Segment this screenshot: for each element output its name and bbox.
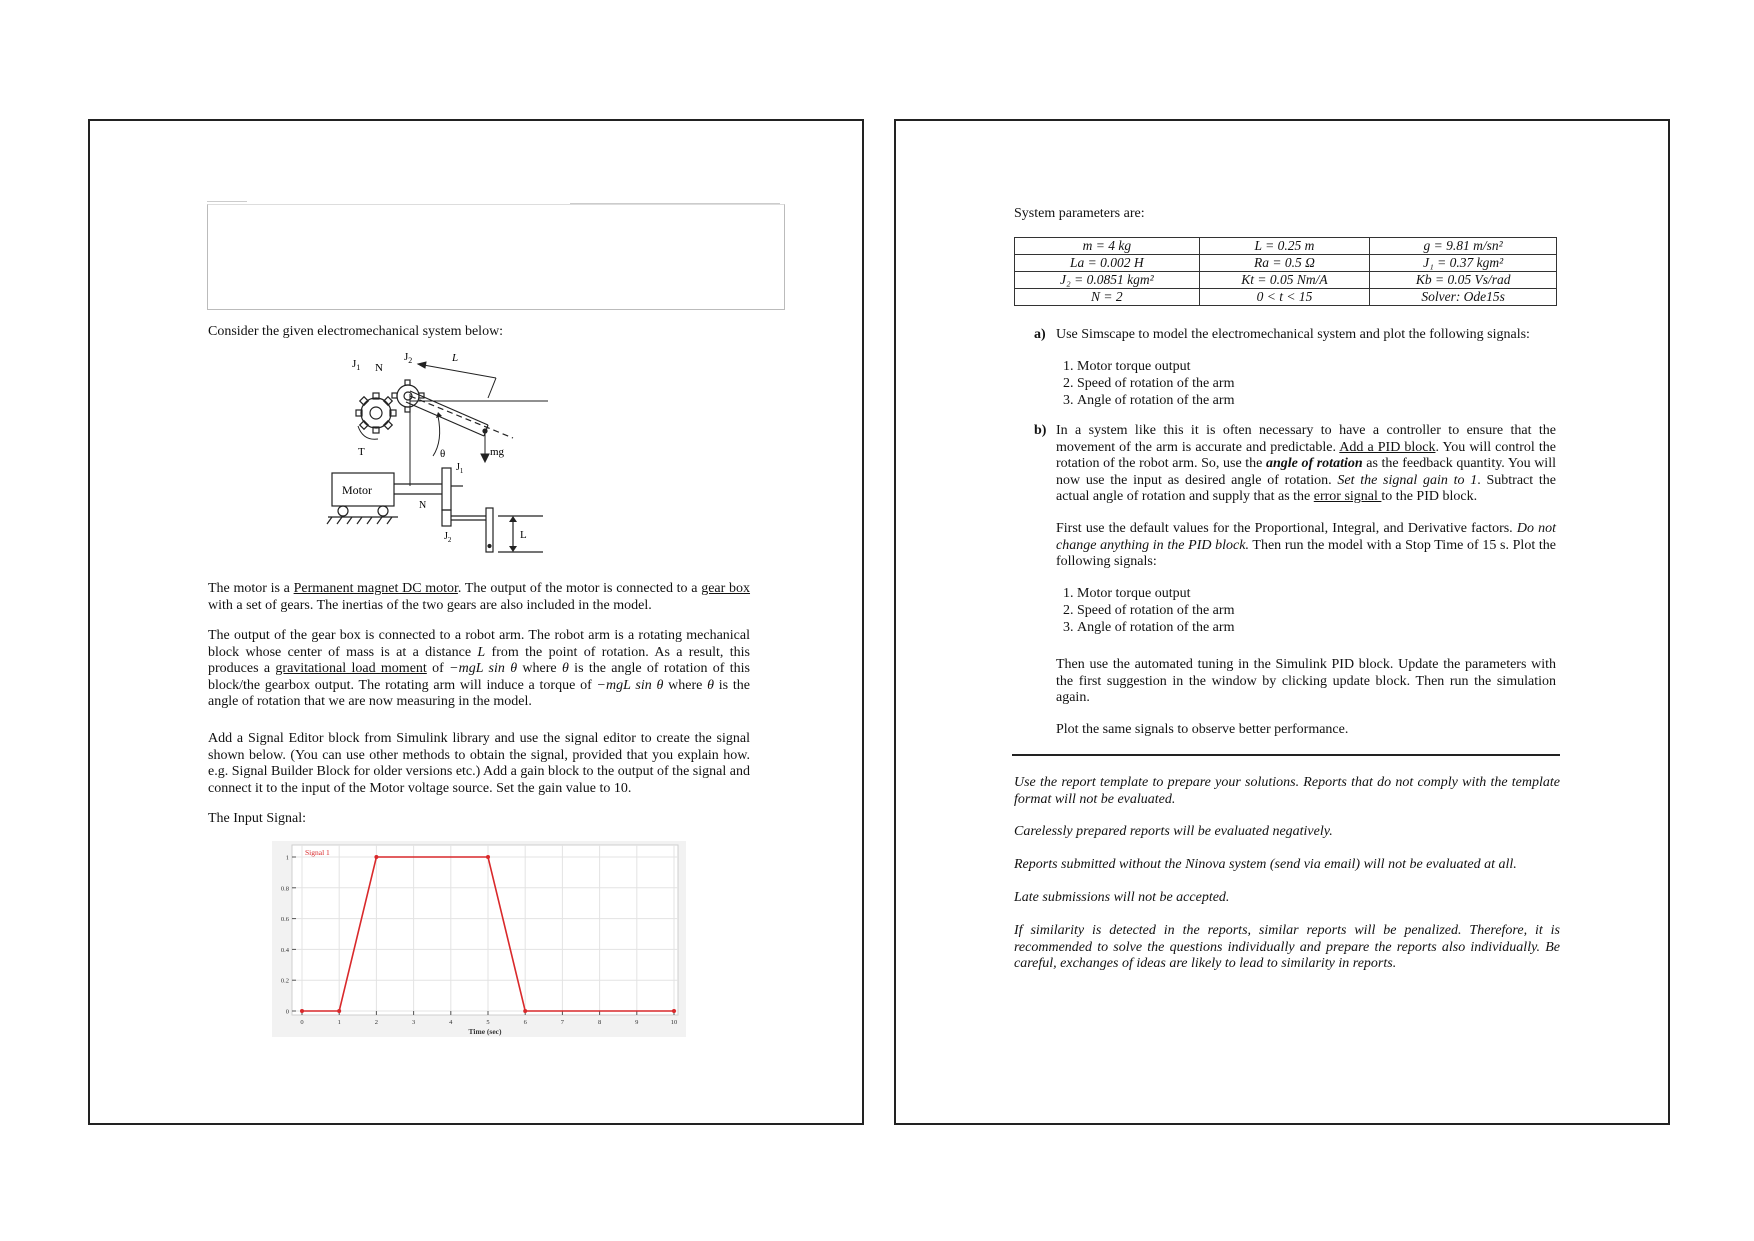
chart-data-point (672, 1009, 676, 1013)
section-divider (1012, 754, 1560, 756)
label-j1b: $J_1$ (456, 462, 464, 475)
text: of (426, 661, 450, 677)
text: where (517, 661, 562, 677)
chart-tick-label-x: 2 (374, 1019, 379, 1026)
text: The motor is a (208, 581, 294, 596)
text: The output of the gear box is connected to a robot arm. The robot arm is a rotating mechanical block whose center of mass is at a distance (208, 628, 750, 660)
table-cell: m = 4 kg (1015, 238, 1200, 255)
text: as the feedback quantity. You will now use the input as desired angle of rotation. (1056, 456, 1556, 488)
chart-data-point (486, 855, 490, 859)
faint-mark (570, 203, 780, 204)
chart-tick-label-x: 1 (337, 1019, 341, 1026)
chart-tick-label-x: 4 (449, 1019, 453, 1026)
chart-tick-label-y: 1 (285, 854, 289, 862)
text: from the point of rotation. As a result, this produces a (208, 644, 750, 677)
label-mg: mg (490, 446, 505, 458)
motor-paragraph (208, 581, 750, 614)
chart-tick-label-y: 0.8 (280, 885, 289, 893)
math: L (477, 644, 486, 660)
table-row (1015, 238, 1557, 255)
chart-tick-label-x: 7 (560, 1019, 565, 1026)
chart-legend-signal-1: Signal 1 (305, 848, 330, 857)
link-pm-dc-motor[interactable]: Permanent magnet DC motor (293, 581, 458, 596)
text: to the PID block. (1381, 489, 1478, 505)
chart-tick-label-x: 8 (597, 1019, 602, 1026)
list-item: 2. Speed of rotation of the arm (1077, 375, 1234, 392)
link-error-signal[interactable]: error signal (1313, 489, 1382, 505)
list-item: 3. Angle of rotation of the arm (1077, 619, 1234, 636)
text: . Subtract the actual angle of rotation and supply that as the (1056, 472, 1556, 505)
text: where (663, 677, 708, 693)
text: First use the default values for the Proportional, Integral, and Derivative factors. (1056, 521, 1517, 536)
text: Then run the model with a Stop Time of 15 s. Plot the following signals: (1056, 537, 1556, 570)
emphasis: angle of rotation (1265, 456, 1363, 472)
chart-tick-label-x: 0 (300, 1019, 304, 1026)
table-row (1015, 272, 1557, 289)
question-b-label: b) (1034, 423, 1047, 438)
list-item: 2. Speed of rotation of the arm (1077, 602, 1234, 619)
table-row (1015, 289, 1557, 306)
signal-editor-paragraph: Add a Signal Editor block from Simulink library and use the signal editor to create the signal shown below. (You can use other methods to obtain the signal, provided that you explain how. e.g. Signal Builder Block for older versions etc.) Add a gain block to the output of the signal and connect it to the input of the Motor voltage source. Set the gain value to 10. (208, 731, 750, 796)
link-add-pid-block[interactable]: Add a PID block (1339, 439, 1436, 455)
note-ninova: Reports submitted without the Ninova system (send via email) will not be evaluated at all. (1014, 857, 1517, 872)
document-page-left (88, 119, 864, 1125)
label-j2: $J_2$ (404, 351, 413, 365)
math: −mgL sin θ (449, 661, 518, 677)
redacted-header-box (207, 204, 785, 310)
link-gear-box[interactable]: gear box (701, 581, 751, 596)
chart-data-point (374, 855, 378, 859)
question-b-list (1056, 585, 1234, 636)
faint-mark (207, 201, 247, 202)
input-signal-chart (272, 841, 686, 1037)
label-n: N (375, 362, 383, 374)
math: θ (561, 661, 569, 677)
link-gravitational-load-moment[interactable]: gravitational load moment (275, 661, 427, 677)
list-item: 1. Motor torque output (1077, 358, 1234, 375)
chart-tick-label-x: 3 (411, 1019, 416, 1026)
label-l2: L (520, 529, 527, 541)
intro-text: Consider the given electromechanical system below: (208, 324, 504, 339)
motor-schematic (327, 468, 543, 552)
table-cell: Kt = 0.05 Nm/A (1199, 272, 1370, 289)
table-cell: L = 0.25 m (1199, 238, 1370, 255)
solver-value: Solver: Ode15s (1421, 289, 1505, 304)
input-signal-label: The Input Signal: (208, 811, 306, 826)
table-cell: g = 9.81 m/sn² (1370, 238, 1557, 255)
emphasis: Do not change anything in the PID block. (1056, 521, 1557, 553)
question-b-paragraph-3: Then use the automated tuning in the Simulink PID block. Update the parameters with the first suggestion in the window by clicking update block. Then run the simulation again. (1056, 657, 1556, 706)
chart-tick-label-y: 0 (285, 1008, 289, 1016)
table-cell: 0 < t < 15 (1199, 289, 1370, 306)
system-parameters-table (1014, 237, 1557, 306)
text: . You will control the rotation of the robot arm. So, use the (1056, 439, 1556, 472)
label-j2b: $J_2$ (444, 531, 452, 544)
table-cell (1370, 289, 1557, 306)
chart-data-point (337, 1009, 341, 1013)
question-b-paragraph-2 (1056, 521, 1556, 571)
text: is the angle of rotation of this block/the gearbox output. The rotating arm will induce a torque of (208, 661, 750, 693)
chart-tick-label-x: 9 (635, 1019, 639, 1026)
label-j1: $J_1$ (352, 358, 361, 372)
dim-arrow-up (509, 516, 517, 522)
chart-data-point (300, 1009, 304, 1013)
gear-j1 (356, 393, 396, 433)
document-page-right (894, 119, 1670, 1125)
label-n2: N (419, 500, 427, 511)
emphasis: Set the signal gain to 1 (1337, 472, 1478, 488)
question-b-paragraph-4: Plot the same signals to observe better performance. (1056, 722, 1349, 737)
question-a-text: Use Simscape to model the electromechanical system and plot the following signals: (1056, 327, 1530, 342)
note-template: Use the report template to prepare your solutions. Reports that do not comply with the template format will not be evaluated. (1014, 775, 1560, 807)
plot-area (292, 845, 678, 1015)
table-cell: La = 0.002 H (1015, 255, 1200, 272)
list-item: 3. Angle of rotation of the arm (1077, 392, 1234, 409)
chart-tick-label-x: 10 (670, 1019, 678, 1026)
table-cell: Kb = 0.05 Vs/rad (1370, 272, 1557, 289)
table-cell: J₁ = 0.37 kgm² (1370, 255, 1557, 272)
note-late: Late submissions will not be accepted. (1014, 890, 1230, 905)
chart-x-axis-label: Time (sec) (468, 1027, 502, 1036)
params-title: System parameters are: (1014, 206, 1145, 221)
text: with a set of gears. The inertias of the two gears are also included in the model. (208, 597, 652, 613)
question-a-label: a) (1034, 327, 1046, 342)
label-theta: θ (440, 448, 446, 460)
label-l: L (452, 352, 459, 364)
chart-tick-label-y: 0.4 (280, 946, 289, 954)
dim-arrow-down (509, 546, 517, 552)
note-similarity: If similarity is detected in the reports, similar reports will be penalized. Therefore, it is recommended to solve the questions individually and prepare the reports also individually. Be careful, exchanges of ideas are likely to lead to similarity in reports. (1014, 923, 1560, 972)
chart-data-point (523, 1009, 527, 1013)
question-b-paragraph-1 (1056, 423, 1556, 506)
chart-tick-label-x: 5 (486, 1019, 490, 1026)
length-dimension-arrow (418, 362, 496, 398)
chart-tick-label-x: 6 (523, 1019, 527, 1026)
note-careless: Carelessly prepared reports will be evaluated negatively. (1014, 824, 1333, 839)
gravity-arrow (481, 434, 489, 462)
math: θ (707, 677, 715, 693)
gearbox-paragraph (208, 628, 750, 711)
text: . The output of the motor is connected to a (457, 581, 702, 596)
table-cell: J₂ = 0.0851 kgm² (1015, 272, 1200, 289)
table-cell: N = 2 (1015, 289, 1200, 306)
chart-tick-label-y: 0.6 (280, 916, 289, 924)
text: is the angle of rotation that we are now measuring in the model. (208, 677, 750, 710)
table-row (1015, 255, 1557, 272)
theta-arc (433, 416, 440, 456)
text: In a system like this it is often necessary to have a controller to ensure that the movement of the arm is accurate and predictable. (1056, 423, 1556, 455)
math: −mgL sin θ (596, 677, 664, 693)
table-cell: Ra = 0.5 Ω (1199, 255, 1370, 272)
chart-tick-label-y: 0.2 (280, 977, 289, 985)
list-item: 1. Motor torque output (1077, 585, 1234, 602)
question-a-list (1056, 358, 1234, 409)
label-motor: Motor (342, 483, 372, 497)
label-t: T (358, 446, 365, 458)
